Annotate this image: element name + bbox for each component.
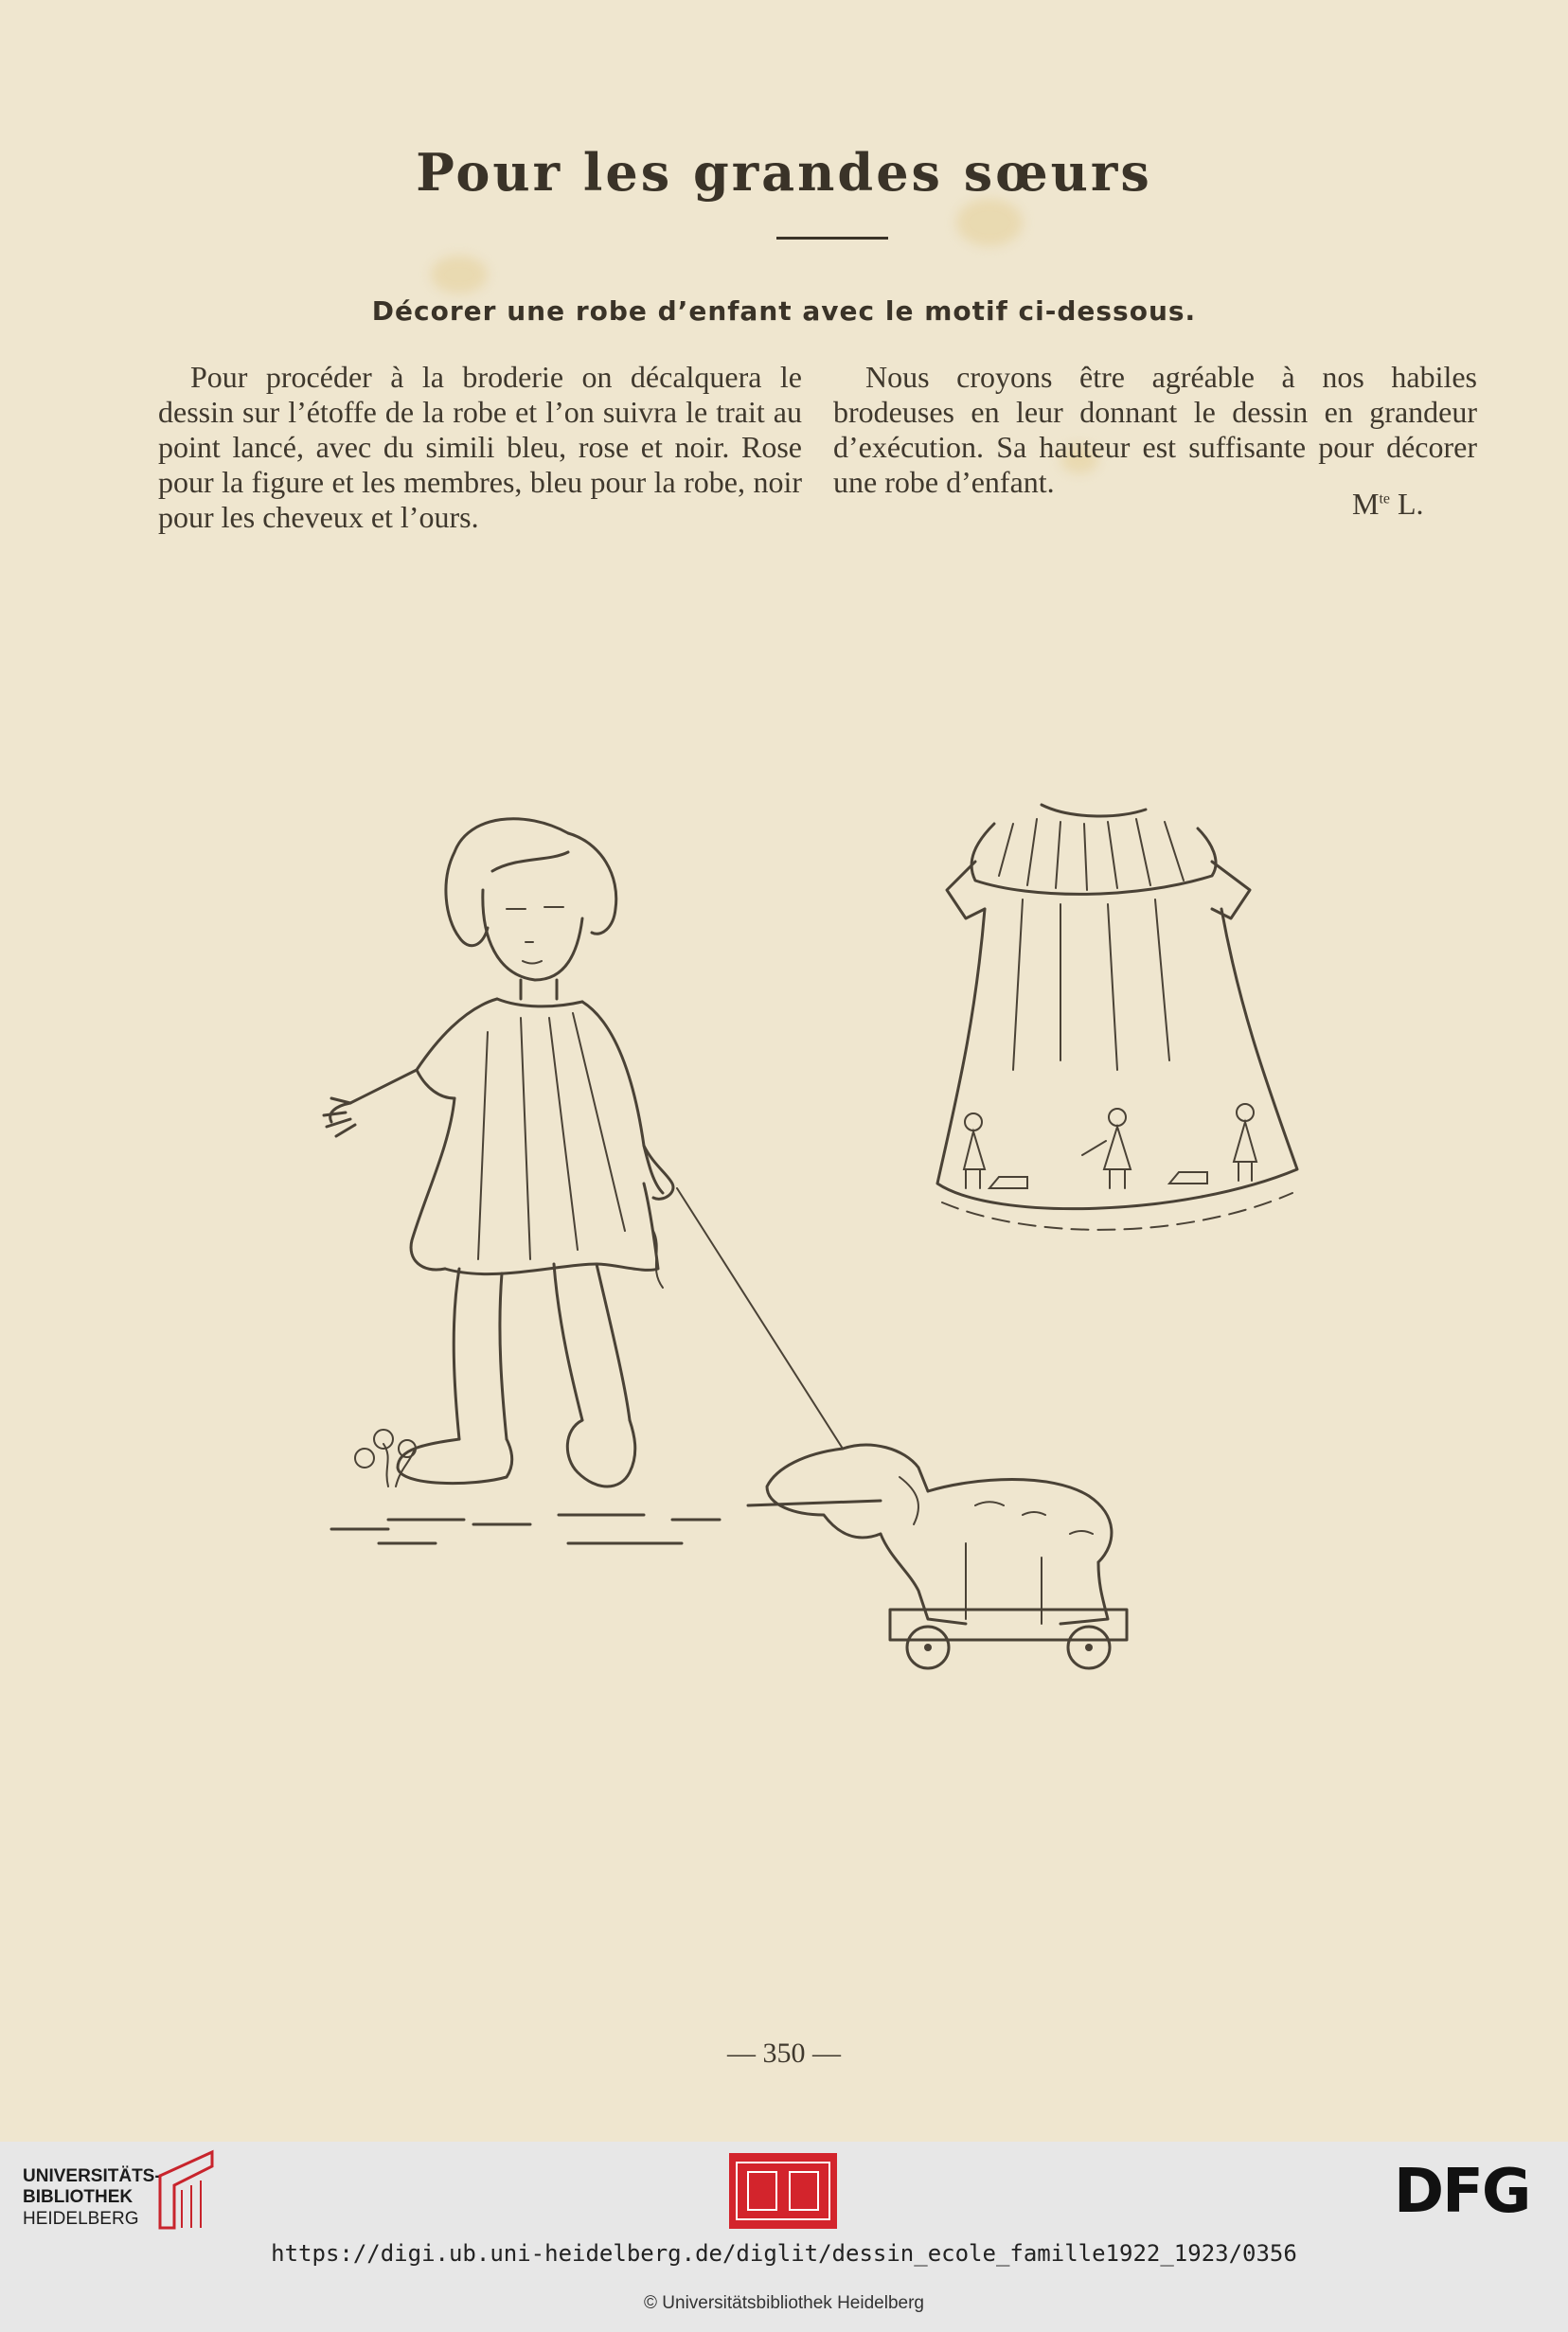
copyright-notice: © Universitätsbibliothek Heidelberg [644, 2293, 924, 2313]
left-column [158, 360, 802, 535]
dress-pattern-drawing [937, 805, 1297, 1230]
girl-drawing [324, 819, 843, 1486]
right-column [833, 360, 1477, 500]
signature [1352, 487, 1424, 522]
title-rule [776, 237, 888, 240]
epistemes-logo-icon[interactable] [729, 2153, 837, 2229]
page-number: — 350 — [727, 2038, 841, 2069]
paper-stain [431, 256, 488, 294]
permalink-url[interactable]: https://digi.ub.uni-heidelberg.de/diglit/dessin_ecole_famille1922_1923/0356 [271, 2240, 1297, 2267]
toy-bear-drawing [767, 1445, 1127, 1668]
signature-initial: L. [1398, 487, 1424, 521]
page-title: Pour les grandes sœurs [416, 142, 1152, 203]
library-logo-icon[interactable] [155, 2147, 220, 2233]
right-column-text: Nous croyons être agréable à nos habiles brodeuses en leur donnant le dessin en grandeur d’exécution. Sa hauteur est suffisante pour décorer une robe d’enfant. [833, 360, 1477, 499]
signature-sup: te [1379, 490, 1390, 507]
left-column-text: Pour procéder à la broderie on décalquera le dessin sur l’étoffe de la robe et l’on suivra le trait au point lancé, avec du simili bleu, rose et noir. Rose pour la figure et les membres, bleu pour la robe, noir pour les cheveux et l’ours. [158, 360, 802, 534]
signature-main: M [1352, 487, 1380, 521]
paper-stain [956, 199, 1023, 246]
library-logo-line3: HEIDELBERG [23, 2209, 139, 2229]
dfg-logo[interactable]: DFG [1394, 2157, 1530, 2227]
page-subtitle: Décorer une robe d’enfant avec le motif ci-dessous. [371, 295, 1197, 327]
library-logo-line2: BIBLIOTHEK [23, 2187, 134, 2207]
library-logo-line1: UNIVERSITÄTS- [23, 2166, 161, 2186]
embroidery-illustration [312, 786, 1335, 1723]
